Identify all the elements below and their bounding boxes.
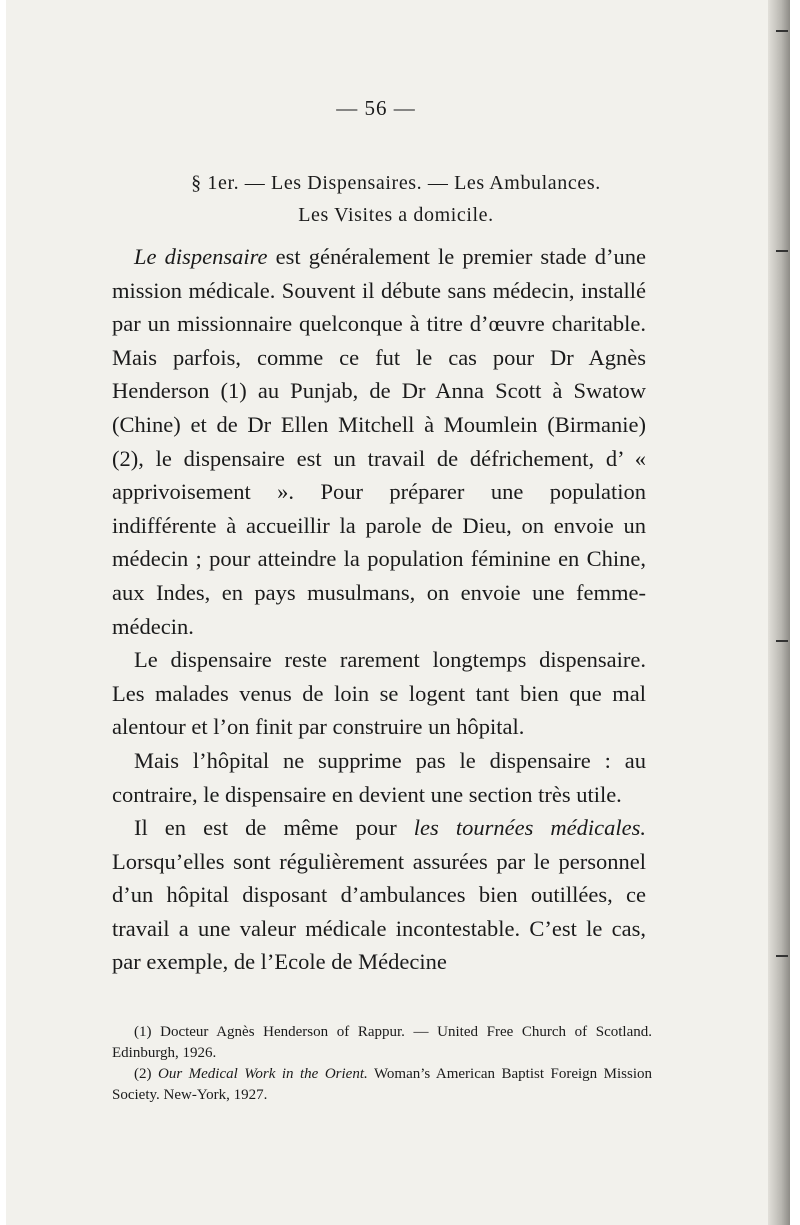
page-number: — 56 — <box>336 96 416 120</box>
edge-mark <box>776 250 788 252</box>
section-heading: § 1er. — Les Dispensaires. — Les Ambulances. <box>191 172 601 194</box>
italic-lead: Le dispensaire <box>134 244 268 269</box>
body-text <box>112 240 646 979</box>
paragraph: Le dispensaire est généralement le premier stade d’une mission médicale. Souvent il débute sans médecin, installé par un missionnaire quelconque à titre d’œuvre charitable. Mais parfois, comme ce fut le cas pour Dr Agnès Henderson (1) au Punjab, de Dr Anna Scott à Swatow (Chine) et de Dr Ellen Mitchell à Moumlein (Birmanie) (2), le dispensaire est un travail de défrichement, d’ « apprivoisement ». Pour préparer une population indifférente à accueillir la parole de Dieu, on envoie un médecin ; pour atteindre la population féminine en Chine, aux Indes, en pays musulmans, on envoie une femme-médecin. <box>112 244 646 639</box>
edge-mark <box>776 955 788 957</box>
section-subheading: Les Visites a domicile. <box>298 204 494 226</box>
footnote-title: Our Medical Work in the Orient. <box>157 1066 368 1082</box>
edge-mark <box>776 640 788 642</box>
footnote: (2) Our Medical Work in the Orient. Woman’s American Baptist Foreign Mission Society. New-York, 1927. <box>112 1066 652 1103</box>
paragraph: Il en est de même pour les tournées médicales. Lorsqu’elles sont régulièrement assurées par le personnel d’un hôpital disposant d’ambulances bien outillées, ce travail a une valeur médicale incontestable. C’est le cas, par exemple, de l’Ecole de Médecine <box>112 815 646 975</box>
paragraph: Le dispensaire reste rarement longtemps dispensaire. Les malades venus de loin se logent tant bien que mal alentour et l’on finit par construire un hôpital. <box>112 647 646 740</box>
edge-mark <box>776 30 788 32</box>
book-page <box>6 0 790 1225</box>
footnote: (1) Docteur Agnès Henderson of Rappur. — United Free Church of Scotland. Edinburgh, 1926. <box>112 1024 652 1061</box>
footnotes <box>112 1022 652 1106</box>
italic-phrase: les tournées médicales. <box>413 815 646 841</box>
paragraph: Mais l’hôpital ne supprime pas le dispensaire : au contraire, le dispensaire en devient une section très utile. <box>112 747 646 807</box>
